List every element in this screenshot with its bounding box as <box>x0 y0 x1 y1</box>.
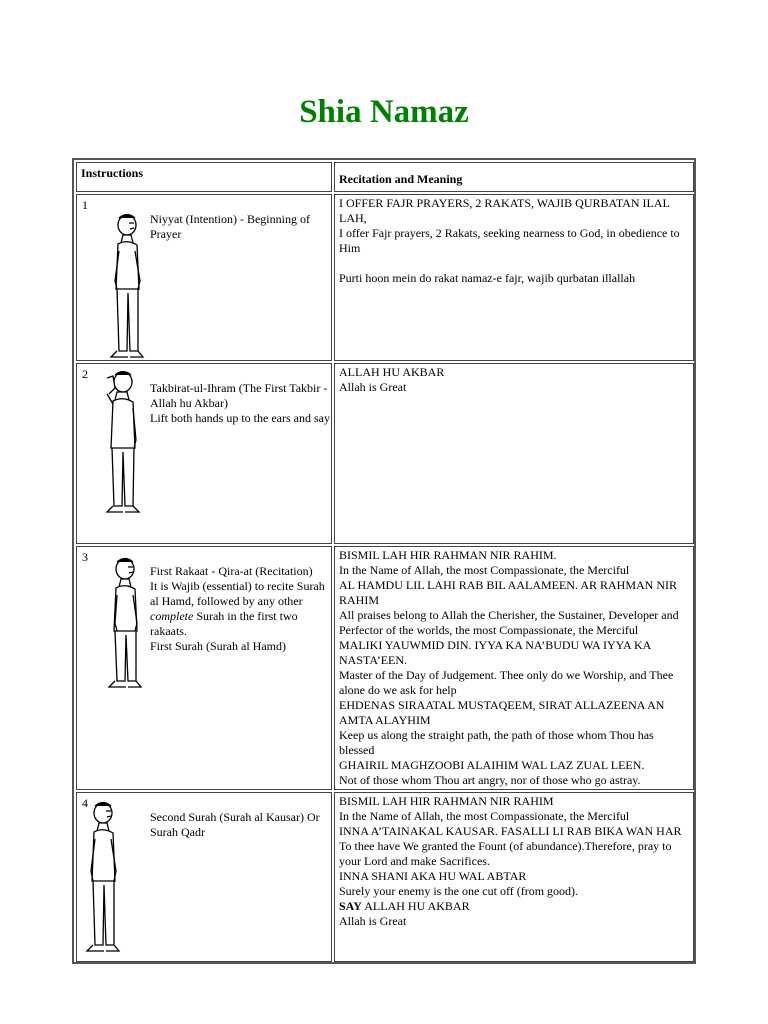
meaning-line: Allah is Great <box>339 914 407 928</box>
row-4-number: 4 <box>82 796 88 810</box>
row-2-instruction-text <box>150 381 330 426</box>
meaning-line: Keep us along the straight path, the path of those whom Thou has blessed <box>339 728 654 757</box>
row-1-instruction-cell <box>76 194 332 361</box>
row-4-instruction-text <box>150 810 330 840</box>
recitation-line: I OFFER FAJR PRAYERS, 2 RAKATS, WAJIB QURBATAN ILAL LAH, <box>339 196 670 225</box>
row-2-instruction-cell <box>76 363 332 544</box>
row-3-instruction-text <box>150 564 330 654</box>
header-recitation <box>334 162 694 192</box>
row-4-instruction-cell <box>76 792 332 962</box>
header-recitation-label: Recitation and Meaning <box>339 172 463 186</box>
row-2-instruction-line: Lift both hands up to the ears and say <box>150 411 330 425</box>
emphasis-complete: complete <box>150 609 194 623</box>
person-hands-to-ears-figure <box>99 368 147 516</box>
recitation-line: GHAIRIL MAGHZOOBI ALAIHIM WAL LAZ ZUAL LEEN. <box>339 758 645 772</box>
recitation-line: EHDENAS SIRAATAL MUSTAQEEM, SIRAT ALLAZEENA AN AMTA ALAYHIM <box>339 698 665 727</box>
row-4-recitation-cell <box>334 792 694 962</box>
row-4-instruction-line: Second Surah (Surah al Kausar) Or Surah Qadr <box>150 810 320 839</box>
say-bold: SAY <box>339 899 362 913</box>
person-standing-figure <box>107 211 149 361</box>
recitation-line: BISMIL LAH HIR RAHMAN NIR RAHIM. <box>339 548 557 562</box>
prayer-table <box>72 158 696 964</box>
row-1-instruction-text <box>150 212 330 242</box>
meaning-line: In the Name of Allah, the most Compassionate, the Merciful <box>339 563 630 577</box>
recitation-line: MALIKI YAUWMID DIN. IYYA KA NA’BUDU WA IYYA KA NASTA’EEN. <box>339 638 651 667</box>
person-standing-figure <box>83 799 127 957</box>
meaning-line: Surely your enemy is the one cut off (from good). <box>339 884 579 898</box>
page-title: Shia Namaz <box>299 94 469 130</box>
meaning-line: I offer Fajr prayers, 2 Rakats, seeking nearness to God, in obedience to Him <box>339 226 680 255</box>
row-1-recitation-cell <box>334 194 694 361</box>
row-3-instruction-cell <box>76 546 332 790</box>
meaning-line: Allah is Great <box>339 380 407 394</box>
transliteration-line: Purti hoon mein do rakat namaz-e fajr, wajib qurbatan illallah <box>339 271 636 285</box>
recitation-line: BISMIL LAH HIR RAHMAN NIR RAHIM <box>339 794 554 808</box>
row-2-recitation-cell <box>334 363 694 544</box>
row-3-number: 3 <box>82 550 88 564</box>
header-instructions-label: Instructions <box>81 166 144 180</box>
row-1-number: 1 <box>82 198 88 212</box>
row-3-instruction-line: First Rakaat - Qira-at (Recitation) <box>150 564 313 578</box>
row-3-recitation-cell <box>334 546 694 790</box>
person-standing-hands-folded-figure <box>105 555 147 691</box>
row-2-number: 2 <box>82 367 88 381</box>
row-1-instruction-line: Niyyat (Intention) - Beginning of Prayer <box>150 212 310 241</box>
row-2-instruction-line: Takbirat-ul-Ihram (The First Takbir - Allah hu Akbar) <box>150 381 328 410</box>
meaning-line: Not of those whom Thou art angry, nor of those who go astray. <box>339 773 641 787</box>
header-instructions <box>76 162 332 192</box>
recitation-line: INNA SHANI AKA HU WAL ABTAR <box>339 869 527 883</box>
recitation-line: INNA A’TAINAKAL KAUSAR. FASALLI LI RAB BIKA WAN HAR <box>339 824 682 838</box>
meaning-line: To thee have We granted the Fount (of abundance).Therefore, pray to your Lord and make Sacrifices. <box>339 839 672 868</box>
meaning-line: In the Name of Allah, the most Compassionate, the Merciful <box>339 809 630 823</box>
say-line: SAY ALLAH HU AKBAR <box>339 899 470 913</box>
row-3-instruction-line: It is Wajib (essential) to recite Surah al Hamd, followed by any other complete Surah in the first two rakaats. <box>150 579 325 638</box>
recitation-line: AL HAMDU LIL LAHI RAB BIL AALAMEEN. AR RAHMAN NIR RAHIM <box>339 578 677 607</box>
row-3-instruction-line: First Surah (Surah al Hamd) <box>150 639 286 653</box>
recitation-line: ALLAH HU AKBAR <box>339 365 445 379</box>
meaning-line: Master of the Day of Judgement. Thee only do we Worship, and Thee alone do we ask for help <box>339 668 674 697</box>
meaning-line: All praises belong to Allah the Cherisher, the Sustainer, Developer and Perfector of the worlds, the most Compassionate, the Merciful <box>339 608 679 637</box>
